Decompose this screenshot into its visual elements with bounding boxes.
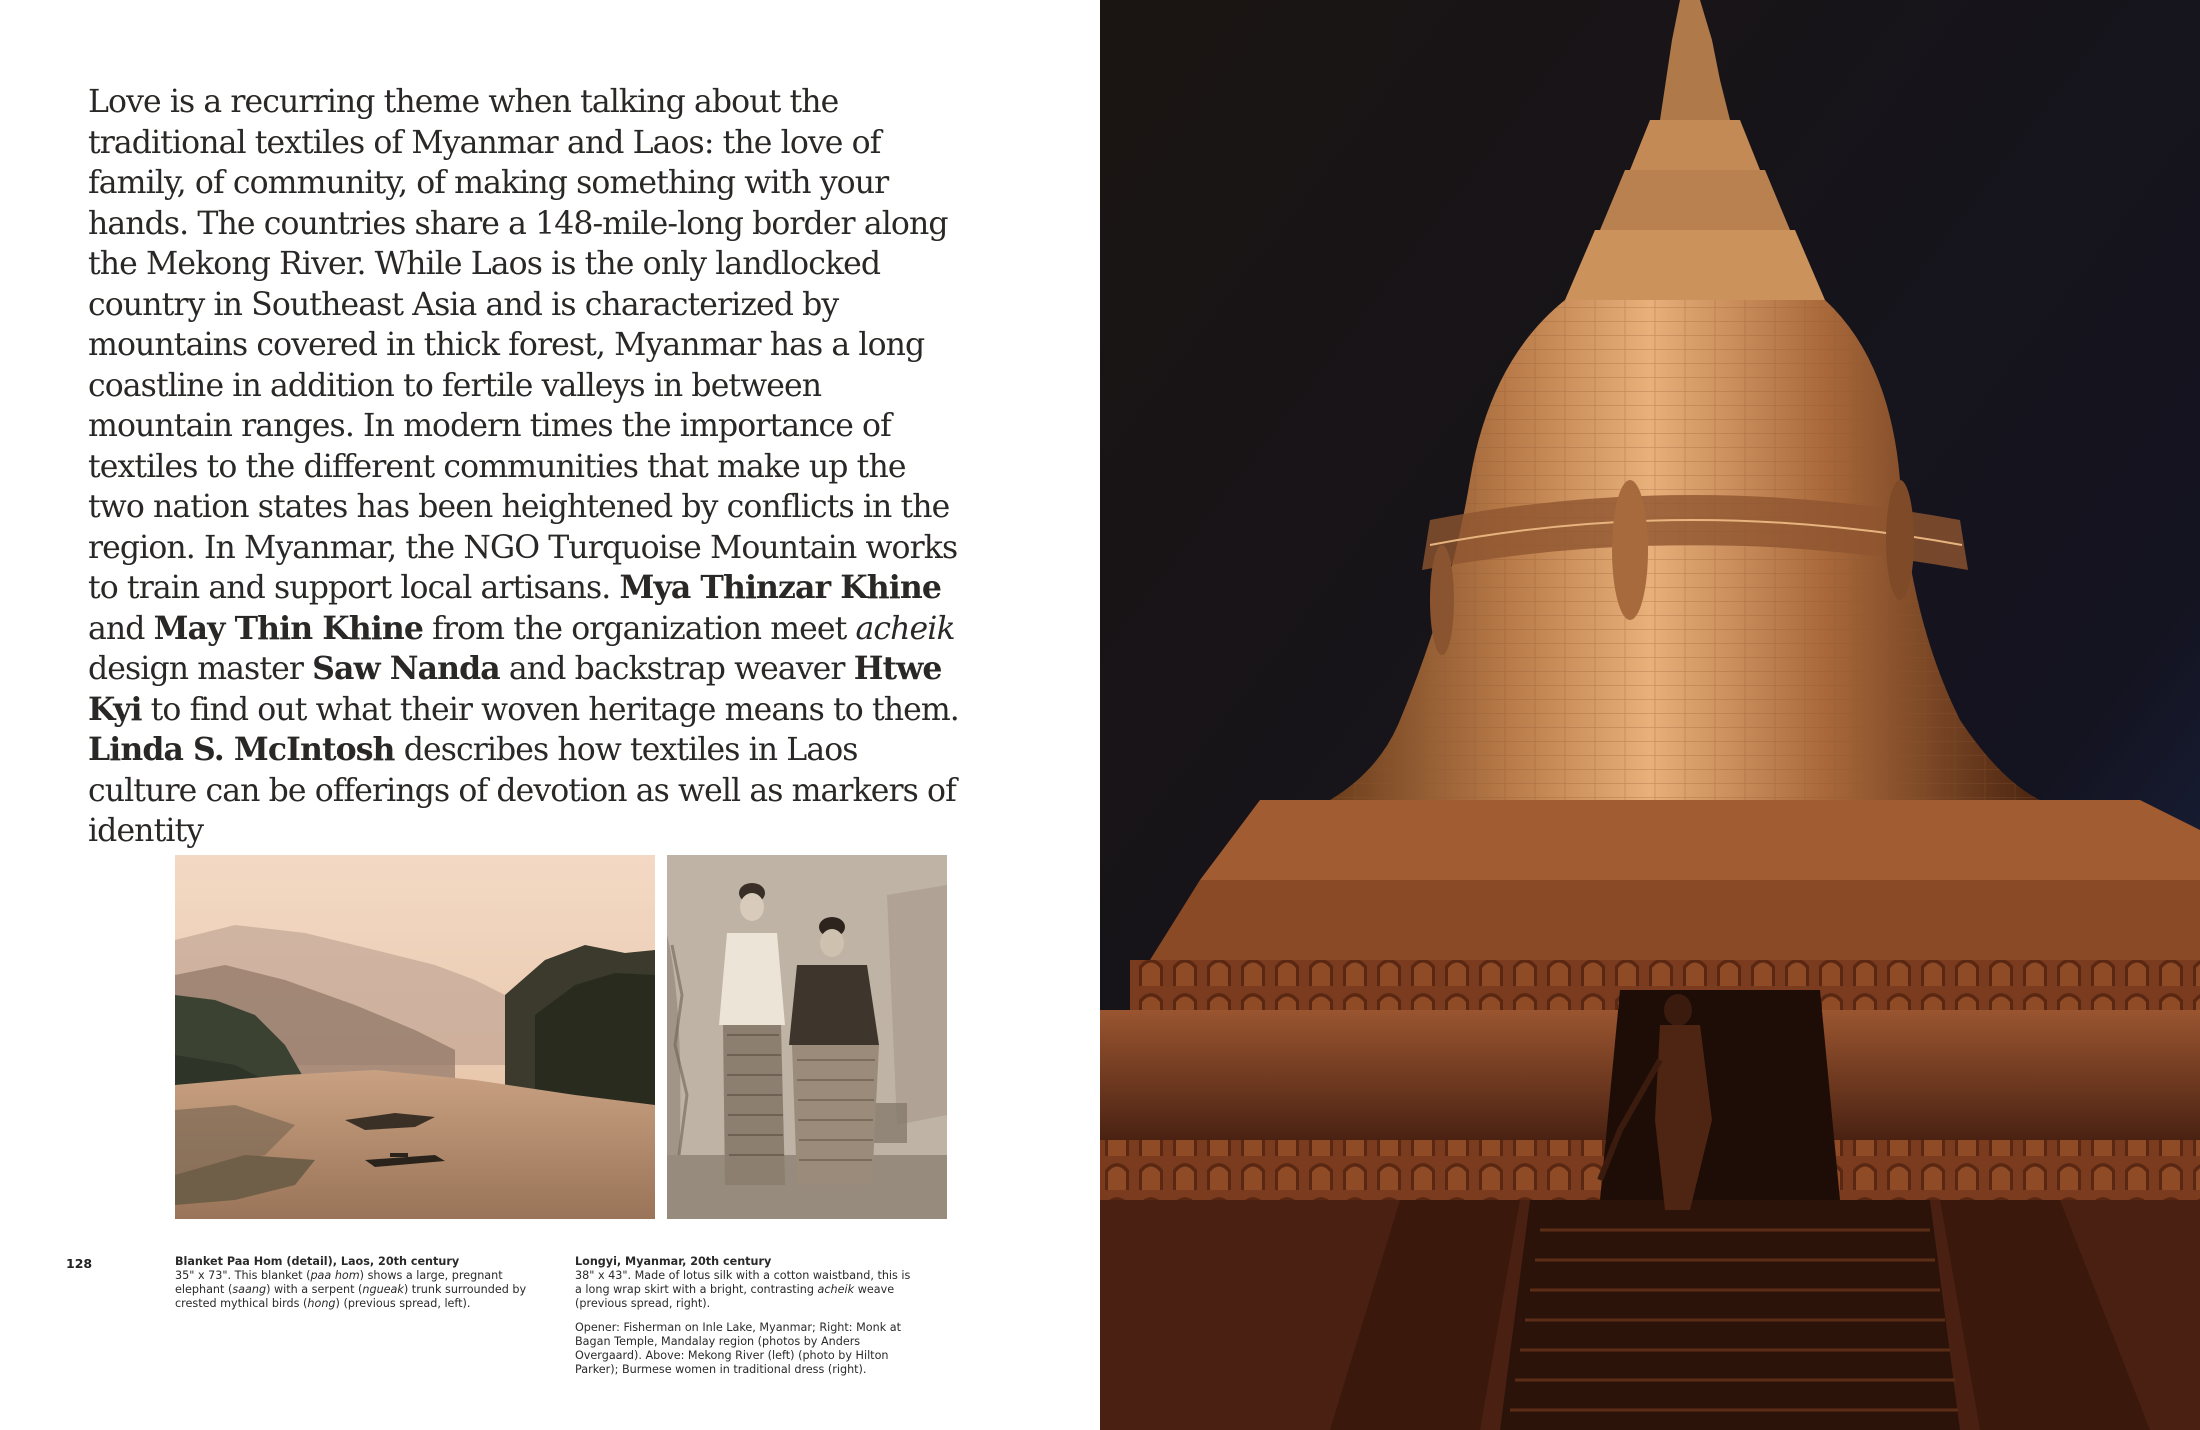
photo-credits: Opener: Fisherman on Inle Lake, Myanmar; Right: Monk at Bagan Temple, Mandalay region (photos by Anders Overgaard). Above: Mekong River (left) (photo by Hilton Parker); Burmese women in traditional dress (right). xyxy=(575,1321,901,1376)
textile-term: acheik xyxy=(855,610,955,647)
person-name: Htwe Kyi xyxy=(88,650,942,728)
caption-text: 35" x 73". This blanket ( xyxy=(175,1269,311,1282)
caption-term: ngueak xyxy=(362,1283,404,1296)
caption-text: ) with a serpent ( xyxy=(266,1283,363,1296)
person-name: Linda S. McIntosh xyxy=(88,731,395,768)
mekong-river-photo xyxy=(175,855,655,1219)
person-name: Saw Nanda xyxy=(312,650,500,687)
caption-longyi xyxy=(575,1255,920,1377)
caption-text: 38" x 43". Made of lotus silk with a cotton waistband, this is a long wrap skirt with a bright, contrasting xyxy=(575,1269,911,1296)
caption-text: weave (previous spread, right). xyxy=(575,1283,895,1310)
caption-term: paa hom xyxy=(310,1269,360,1282)
caption-term: acheik xyxy=(817,1283,855,1296)
intro-text: and xyxy=(88,610,145,647)
intro-text: design master xyxy=(88,651,303,687)
intro-text: Love is a recurring theme when talking about the traditional textiles of Myanmar and Laos: the love of family, of community, of making something with your hands. The countries share a 148-mile-long border along the Mekong River. While Laos is the only landlocked country in Southeast Asia and is characterized by mountains covered in thick forest, Myanmar has a long coastline in addition to fertile valleys in between mountain ranges. In modern times the importance of textiles to the different communities that make up the two nation states has been heightened by conflicts in the region. In Myanmar, the NGO Turquoise Mountain works to train and support local artisans. xyxy=(88,84,958,606)
caption-title: Blanket Paa Hom (detail), Laos, 20th century xyxy=(175,1255,460,1268)
intro-text: from the organization meet xyxy=(432,610,847,647)
pagoda-photo xyxy=(1100,0,2200,1430)
intro-text: and backstrap weaver xyxy=(508,651,845,687)
person-name: May Thin Khine xyxy=(153,609,423,647)
intro-paragraph xyxy=(88,82,968,852)
person-name: Mya Thinzar Khine xyxy=(619,569,941,606)
caption-text: ) (previous spread, left). xyxy=(335,1297,471,1310)
caption-term: hong xyxy=(307,1297,336,1310)
caption-text: ) trunk surrounded by crested mythical birds ( xyxy=(175,1283,527,1310)
caption-text: ) shows a large, pregnant elephant ( xyxy=(175,1269,503,1296)
page-number: 128 xyxy=(66,1256,93,1271)
intro-text: to find out what their woven heritage means to them. xyxy=(150,691,959,728)
caption-term: saang xyxy=(232,1283,267,1296)
caption-title: Longyi, Myanmar, 20th century xyxy=(575,1255,772,1268)
intro-text: describes how textiles in Laos culture can be offerings of devotion as well as markers of identity xyxy=(88,732,956,849)
burmese-women-photo xyxy=(667,855,947,1219)
caption-blanket xyxy=(175,1255,535,1311)
